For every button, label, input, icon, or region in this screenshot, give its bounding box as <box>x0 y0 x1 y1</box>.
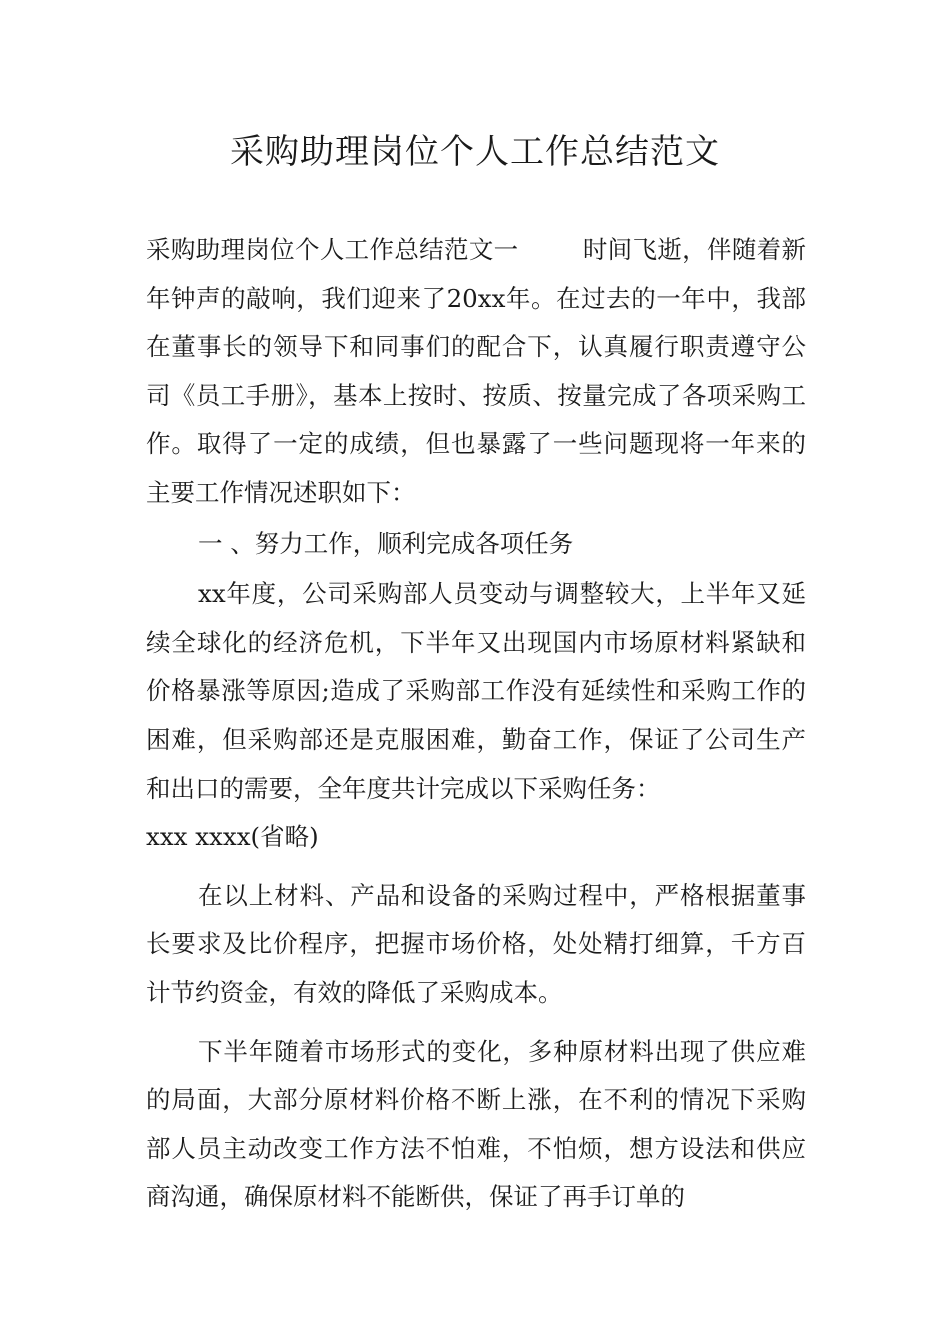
paragraph-2: 在以上材料、产品和设备的采购过程中，严格根据董事长要求及比价程序，把握市场价格，处处精打细算，千方百计节约资金，有效的降低了采购成本。 <box>146 880 806 1007</box>
paragraph-3: 下半年随着市场形式的变化，多种原材料出现了供应难的局面，大部分原材料价格不断上涨，在不利的情况下采购部人员主动改变工作方法不怕难，不怕烦，想方设法和供应商沟通，确保原材料不能断供，保证了再手订单的 <box>146 1036 806 1212</box>
intro-paragraph <box>146 226 806 518</box>
paragraph-1: xx年度，公司采购部人员变动与调整较大，上半年又延续全球化的经济危机，下半年又出现国内市场原材料紧缺和价格暴涨等原因;造成了采购部工作没有延续性和采购工作的困难，但采购部还是克服困难，勤奋工作，保证了公司生产和出口的需要，全年度共计完成以下采购任务： <box>146 579 806 803</box>
document-title: 采购助理岗位个人工作总结范文 <box>230 132 720 172</box>
intro-text: 时间飞逝，伴随着新年钟声的敲响，我们迎来了20xx年。在过去的一年中，我部在董事长的领导下和同事们的配合下，认真履行职责遵守公司《员工手册》，基本上按时、按质、按量完成了各项采购工作。取得了一定的成绩，但也暴露了一些问题现将一年来的主要工作情况述职如下： <box>146 235 806 507</box>
paragraph-1-tail: xxx xxxx(省略) <box>146 822 319 852</box>
intro-heading: 采购助理岗位个人工作总结范文一 <box>146 235 519 264</box>
section-heading: 一 、努力工作，顺利完成各项任务 <box>198 528 574 558</box>
document-body <box>146 226 806 1222</box>
